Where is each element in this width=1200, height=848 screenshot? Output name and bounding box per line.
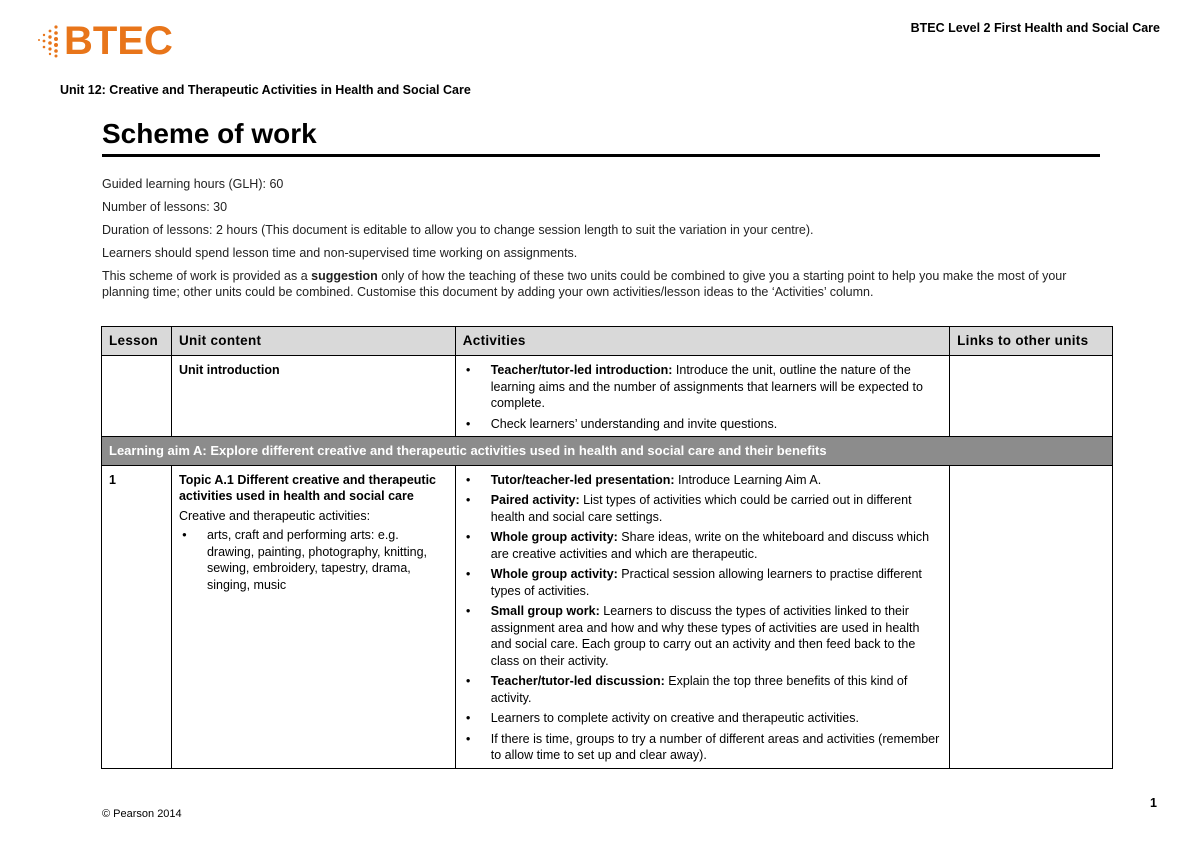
header-links: Links to other units xyxy=(950,327,1113,356)
cell-lesson xyxy=(102,465,172,768)
cell-links xyxy=(950,356,1113,437)
header-unit-content: Unit content xyxy=(171,327,455,356)
page-number: 1 xyxy=(1150,796,1157,810)
title-divider xyxy=(102,154,1100,157)
activity-heading: Whole group activity: xyxy=(490,567,618,581)
suggestion-bold: suggestion xyxy=(311,269,378,283)
cell-lesson xyxy=(102,356,172,437)
list-item xyxy=(463,673,942,706)
list-item xyxy=(463,731,942,764)
header-activities: Activities xyxy=(455,327,949,356)
copyright: © Pearson 2014 xyxy=(102,808,182,820)
unit-title: Unit 12: Creative and Therapeutic Activities in Health and Social Care xyxy=(60,83,471,97)
suggestion-pre: This scheme of work is provided as a xyxy=(102,269,312,283)
topic-title: Topic A.1 Different creative and therapeutic activities used in health and social care xyxy=(178,472,436,503)
unit-intro-label: Unit introduction xyxy=(178,363,280,377)
cell-activities xyxy=(455,356,949,437)
cell-unit-content xyxy=(171,465,455,768)
activity-heading: Whole group activity: xyxy=(490,530,618,544)
activity-heading: Tutor/teacher-led presentation: xyxy=(490,472,675,487)
topic-subheading: Creative and therapeutic activities: xyxy=(178,508,371,523)
list-item xyxy=(463,529,942,562)
activity-text: Practical session allowing learners to practise different types of activities. xyxy=(490,567,922,598)
activity-heading: Paired activity: xyxy=(490,493,580,507)
activity-text: Introduce the unit, outline the nature of the learning aims and the number of assignments that learners will be expected to complete. xyxy=(490,363,923,410)
activity-text: Introduce Learning Aim A. xyxy=(674,472,822,487)
list-item xyxy=(463,362,942,412)
learning-aim-a: Learning aim A: Explore different creative and therapeutic activities used in health and social care and their benefits xyxy=(102,437,1113,466)
list-item xyxy=(463,472,942,489)
intro-section xyxy=(102,176,1102,300)
learning-aim-row xyxy=(102,437,1113,466)
activity-heading: Teacher/tutor-led discussion: xyxy=(490,674,665,688)
list-item xyxy=(463,710,942,727)
lessons-count-text: Number of lessons: 30 xyxy=(102,200,228,214)
activity-heading: Small group work: xyxy=(490,604,600,618)
activity-heading: Teacher/tutor-led introduction: xyxy=(490,363,673,377)
document-series-title: BTEC Level 2 First Health and Social Care xyxy=(910,21,1160,35)
cell-activities xyxy=(455,465,949,768)
lesson-number: 1 xyxy=(109,472,116,487)
scheme-table xyxy=(101,326,1113,769)
activity-text: Learners to discuss the types of activities linked to their assignment area and how and why these types of activities are used in health and social care. Each group to carry out an activity and then feed back to the class on their activity. xyxy=(490,604,920,668)
time-text: Learners should spend lesson time and non-supervised time working on assignments. xyxy=(102,246,578,260)
activity-text: Explain the top three benefits of this kind of activity. xyxy=(490,674,908,705)
list-item: ● arts, craft and performing arts: e.g. drawing, painting, photography, knitting, sewing, embroidery, tapestry, drama, singing, music xyxy=(179,527,448,593)
list-item xyxy=(463,566,942,599)
glh-text: Guided learning hours (GLH): 60 xyxy=(102,177,284,191)
logo-text: BTEC xyxy=(64,19,173,63)
list-item xyxy=(463,416,942,433)
activity-text: Learners to complete activity on creative and therapeutic activities. xyxy=(490,711,859,725)
btec-logo xyxy=(36,20,173,62)
list-item xyxy=(463,603,942,669)
page-title: Scheme of work xyxy=(102,118,317,149)
activity-list xyxy=(463,362,942,432)
table-row-introduction xyxy=(102,356,1113,437)
activity-text: If there is time, groups to try a number of different areas and activities (remember to allow time to set up and clear away). xyxy=(490,731,940,762)
table-row-lesson-1 xyxy=(102,465,1113,768)
header-lesson: Lesson xyxy=(102,327,172,356)
suggestion-text xyxy=(102,268,1102,300)
logo-dots-icon xyxy=(36,23,62,59)
activity-text: List types of activities which could be carried out in different health and social care settings. xyxy=(490,493,912,524)
cell-links xyxy=(950,465,1113,768)
table-header-row xyxy=(102,327,1113,356)
duration-text: Duration of lessons: 2 hours (This document is editable to allow you to change session length to suit the variation in your centre). xyxy=(102,223,814,237)
content-list xyxy=(179,527,448,593)
activity-text: Share ideas, write on the whiteboard and discuss which are creative activities and which are therapeutic. xyxy=(490,530,930,561)
activity-list xyxy=(463,472,942,764)
cell-unit-content xyxy=(171,356,455,437)
suggestion-post: only of how the teaching of these two units could be combined to give you a starting point to help you make the most of your planning time; other units could be combined. Customise this document by adding your own activities/lesson ideas to the ‘Activities’ column. xyxy=(102,269,1067,299)
list-item xyxy=(463,492,942,525)
activity-text: Check learners’ understanding and invite questions. xyxy=(490,416,778,431)
